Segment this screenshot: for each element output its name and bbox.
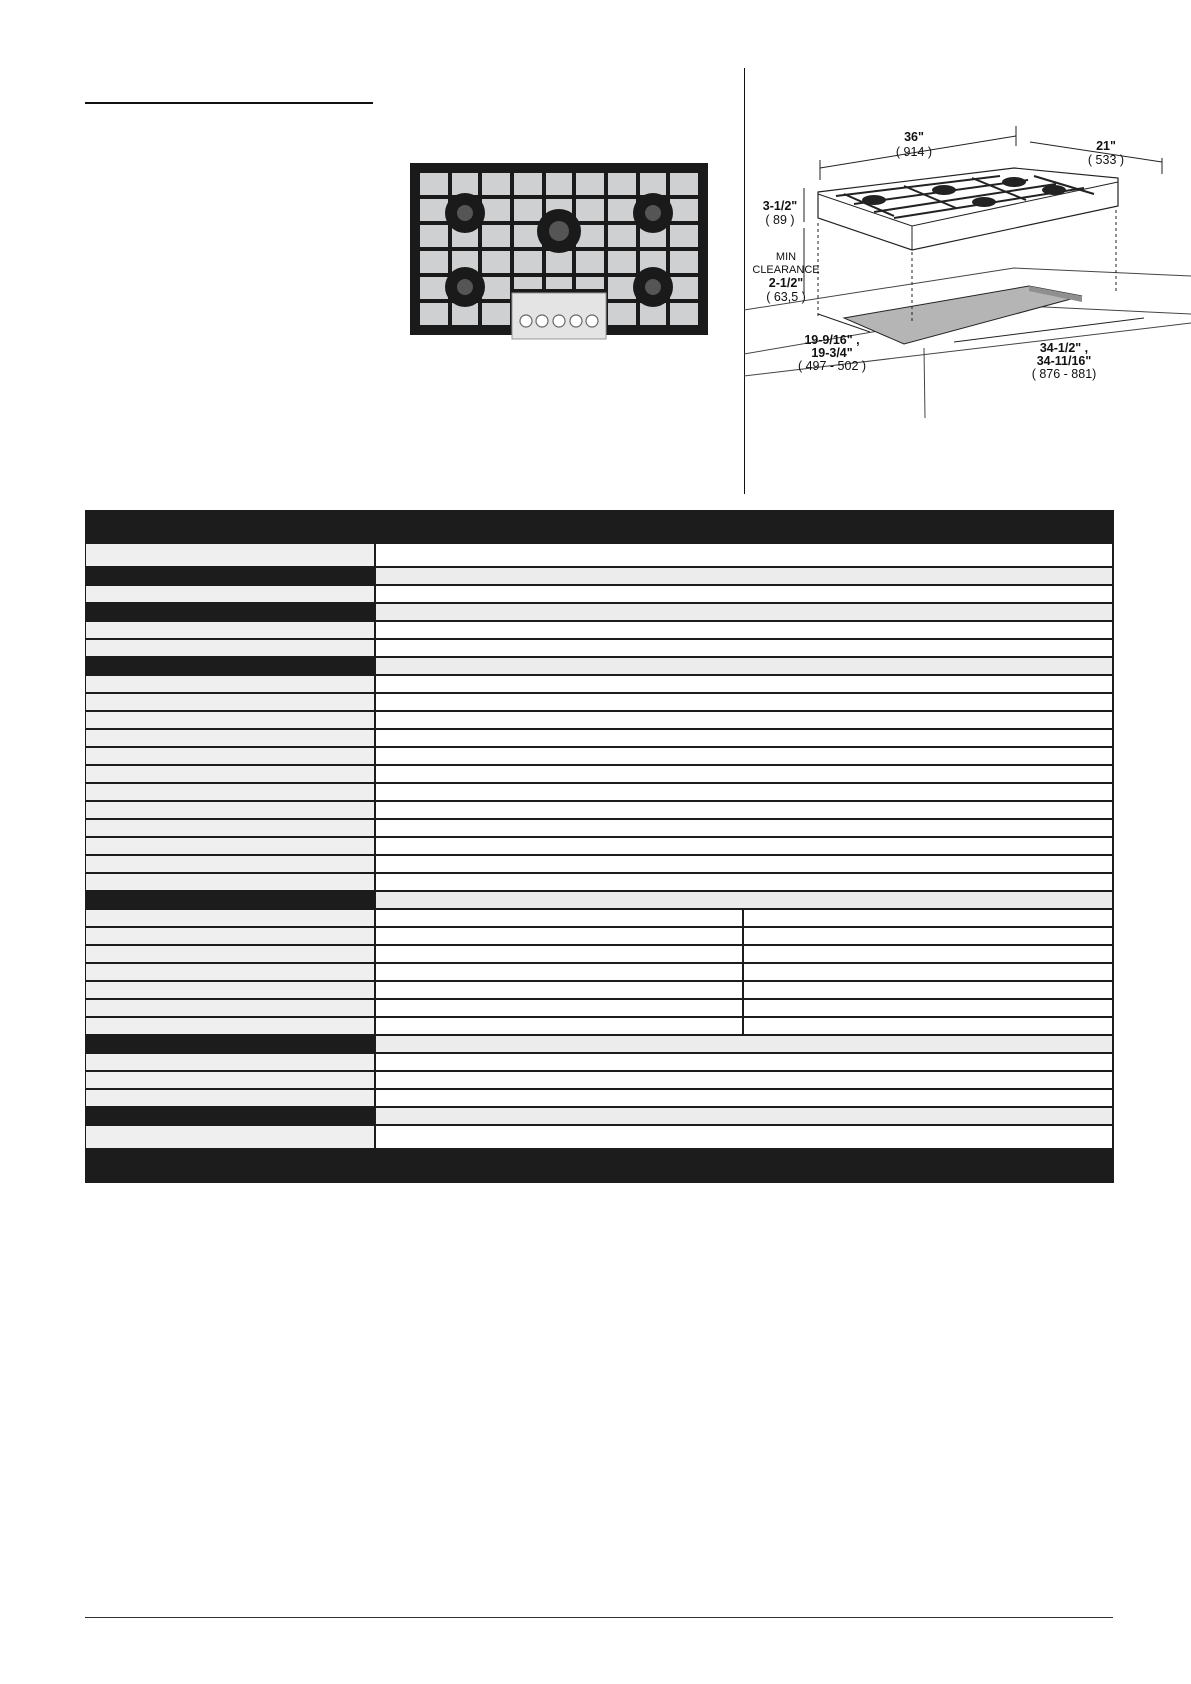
spec-section-row	[85, 892, 1114, 908]
depth-mm-label: ( 533 )	[1087, 153, 1125, 167]
dimension-drawing-icon	[744, 118, 1191, 430]
spec-label-cell	[86, 712, 374, 728]
spec-section-row	[85, 1036, 1114, 1052]
spec-label-cell	[86, 1054, 374, 1070]
spec-value-cell	[376, 1090, 1112, 1106]
spec-label-cell	[86, 676, 374, 692]
spec-value-cell	[376, 946, 742, 962]
gas-cooktop-photo-icon	[410, 163, 708, 343]
spec-row	[85, 694, 1114, 710]
spec-value-cell	[376, 766, 1112, 782]
spec-value-cell	[376, 802, 1112, 818]
clearance-mm-label: ( 63,5 )	[766, 290, 806, 304]
spec-label-cell	[86, 568, 374, 584]
spec-value-cell	[376, 694, 1112, 710]
spec-label-cell	[86, 658, 374, 674]
spec-value-cell	[376, 928, 742, 944]
spec-label-cell	[86, 910, 374, 926]
spec-row	[85, 928, 1114, 944]
spec-label-cell	[86, 820, 374, 836]
spec-row	[85, 784, 1114, 800]
spec-value-cell	[376, 820, 1112, 836]
section-title	[85, 78, 373, 98]
spec-value-cell	[376, 784, 1112, 800]
spec-label-cell	[86, 802, 374, 818]
spec-row	[85, 766, 1114, 782]
spec-section-row	[85, 604, 1114, 620]
spec-row	[85, 910, 1114, 926]
spec-row	[85, 586, 1114, 602]
cutout-depth-in-label-1: 19-9/16" ,	[804, 333, 860, 347]
spec-label-cell	[86, 544, 374, 566]
spec-row	[85, 676, 1114, 692]
width-in-label: 36"	[904, 130, 924, 144]
spec-label-cell	[86, 874, 374, 890]
spec-label-cell	[86, 838, 374, 854]
spec-label-cell	[86, 1126, 374, 1148]
spec-label-cell	[86, 892, 374, 908]
spec-row	[85, 946, 1114, 962]
depth-in-label: 21"	[1096, 139, 1116, 153]
spec-row	[85, 1090, 1114, 1106]
spec-value-cell	[376, 838, 1112, 854]
spec-value-cell	[376, 544, 1112, 566]
spec-value-cell	[376, 1018, 742, 1034]
spec-value-cell	[744, 910, 1112, 926]
spec-value-cell	[376, 1108, 1112, 1124]
spec-row	[85, 964, 1114, 980]
spec-row	[85, 982, 1114, 998]
cutout-depth-in-label-2: 19-3/4"	[811, 346, 853, 360]
cutout-width-in-label-1: 34-1/2" ,	[1039, 341, 1089, 355]
spec-row	[85, 544, 1114, 566]
spec-value-cell	[376, 712, 1112, 728]
spec-row	[85, 1126, 1114, 1148]
spec-label-cell	[86, 586, 374, 602]
spec-value-cell	[744, 964, 1112, 980]
spec-label-cell	[86, 1036, 374, 1052]
spec-label-cell	[86, 1108, 374, 1124]
spec-row	[85, 1000, 1114, 1016]
spec-value-cell	[376, 676, 1112, 692]
spec-label-cell	[86, 964, 374, 980]
spec-label-cell	[86, 1018, 374, 1034]
spec-row	[85, 640, 1114, 656]
spec-value-cell	[376, 1054, 1112, 1070]
spec-value-cell	[376, 640, 1112, 656]
spec-row	[85, 856, 1114, 872]
spec-value-cell	[376, 586, 1112, 602]
height-mm-label: ( 89 )	[765, 213, 795, 227]
spec-value-cell	[376, 910, 742, 926]
spec-row	[85, 874, 1114, 890]
cutout-depth-mm-label: ( 497 - 502 )	[797, 359, 867, 373]
width-mm-label: ( 914 )	[895, 145, 933, 159]
spec-label-cell	[86, 694, 374, 710]
clearance-label-1: MIN	[775, 251, 797, 263]
spec-value-cell	[376, 622, 1112, 638]
spec-label-cell	[86, 604, 374, 620]
spec-value-cell	[744, 1000, 1112, 1016]
spec-value-cell	[376, 1072, 1112, 1088]
spec-value-cell	[376, 964, 742, 980]
spec-label-cell	[86, 730, 374, 746]
footer-rule	[85, 1617, 1113, 1618]
spec-value-cell	[376, 856, 1112, 872]
spec-label-cell	[86, 856, 374, 872]
spec-row	[85, 712, 1114, 728]
spec-row	[85, 1054, 1114, 1070]
spec-label-cell	[86, 1000, 374, 1016]
spec-label-cell	[86, 784, 374, 800]
spec-label-cell	[86, 622, 374, 638]
clearance-label-2: CLEARANCE	[752, 264, 820, 276]
spec-value-cell	[376, 874, 1112, 890]
clearance-in-label: 2-1/2"	[768, 276, 804, 290]
spec-row	[85, 622, 1114, 638]
section-title-rule	[85, 102, 373, 104]
spec-label-cell	[86, 946, 374, 962]
cutout-width-in-label-2: 34-11/16"	[1036, 354, 1092, 368]
spec-section-row	[85, 1108, 1114, 1124]
spec-value-cell	[376, 1036, 1112, 1052]
spec-value-cell	[376, 1126, 1112, 1148]
cutout-width-mm-label: ( 876 - 881)	[1031, 367, 1097, 381]
spec-row	[85, 748, 1114, 764]
spec-value-cell	[744, 982, 1112, 998]
spec-value-cell	[376, 982, 742, 998]
spec-label-cell	[86, 928, 374, 944]
spec-row	[85, 820, 1114, 836]
spec-value-cell	[376, 568, 1112, 584]
spec-value-cell	[376, 748, 1112, 764]
spec-value-cell	[376, 730, 1112, 746]
spec-label-cell	[86, 1072, 374, 1088]
spec-row	[85, 802, 1114, 818]
spec-row	[85, 838, 1114, 854]
spec-value-cell	[376, 658, 1112, 674]
spec-value-cell	[744, 928, 1112, 944]
spec-label-cell	[86, 748, 374, 764]
height-in-label: 3-1/2"	[762, 199, 798, 213]
spec-table	[85, 510, 1114, 1183]
spec-value-cell	[376, 604, 1112, 620]
spec-label-cell	[86, 640, 374, 656]
spec-value-cell	[376, 892, 1112, 908]
spec-row	[85, 730, 1114, 746]
spec-value-cell	[744, 946, 1112, 962]
spec-label-cell	[86, 1090, 374, 1106]
spec-section-row	[85, 658, 1114, 674]
spec-label-cell	[86, 766, 374, 782]
spec-value-cell	[376, 1000, 742, 1016]
spec-row	[85, 1072, 1114, 1088]
spec-label-cell	[86, 982, 374, 998]
spec-row	[85, 1018, 1114, 1034]
spec-value-cell	[744, 1018, 1112, 1034]
spec-section-row	[85, 568, 1114, 584]
